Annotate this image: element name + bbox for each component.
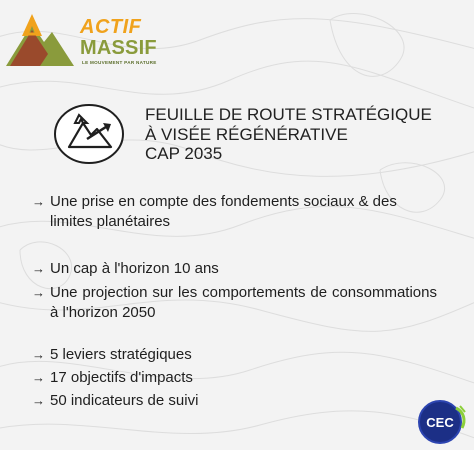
- arrow-icon: →: [32, 347, 45, 362]
- actif-massif-logo: [4, 10, 157, 70]
- bullet-text: Une prise en compte des fondements sociaux & des limites planétaires: [50, 193, 397, 230]
- brand-tagline: LE MOUVEMENT PAR NATURE: [82, 60, 157, 65]
- mountain-arrow-icon: [53, 103, 125, 165]
- bullet-text: Une projection sur les comportements de consommations à l'horizon 2050: [50, 284, 437, 321]
- arrow-icon: →: [32, 261, 45, 276]
- arrow-icon: →: [32, 370, 45, 385]
- bullet-item: [32, 391, 437, 411]
- bullet-item: [32, 283, 437, 323]
- title-line-2: À VISÉE RÉGÉNÉRATIVE: [145, 124, 348, 144]
- bullet-item: [32, 368, 437, 388]
- bullet-item: [32, 345, 437, 365]
- mountain-logo-icon: [4, 10, 76, 70]
- bullet-text: Un cap à l'horizon 10 ans: [50, 260, 219, 277]
- title-line-1: FEUILLE DE ROUTE STRATÉGIQUE: [145, 105, 432, 124]
- arrow-icon: →: [32, 393, 45, 408]
- bullet-text: 17 objectifs d'impacts: [50, 369, 193, 386]
- ceg-label: CEC: [426, 415, 454, 430]
- brand-name-line1: ACTIF: [80, 16, 142, 38]
- bullet-text: 50 indicateurs de suivi: [50, 392, 199, 409]
- arrow-icon: →: [32, 194, 45, 209]
- title-line-3: CAP 2035: [145, 144, 223, 163]
- bullet-group-1: [32, 192, 437, 232]
- ceg-logo-icon: [416, 398, 468, 446]
- bullet-item: [32, 259, 437, 279]
- bullet-group-2: [32, 259, 437, 323]
- arrow-icon: →: [32, 285, 45, 300]
- brand-name-line2: MASSIF: [80, 37, 157, 59]
- bullet-item: [32, 192, 437, 232]
- bullet-text: 5 leviers stratégiques: [50, 346, 192, 363]
- roadmap-title: [145, 105, 435, 164]
- bullet-group-3: [32, 345, 437, 414]
